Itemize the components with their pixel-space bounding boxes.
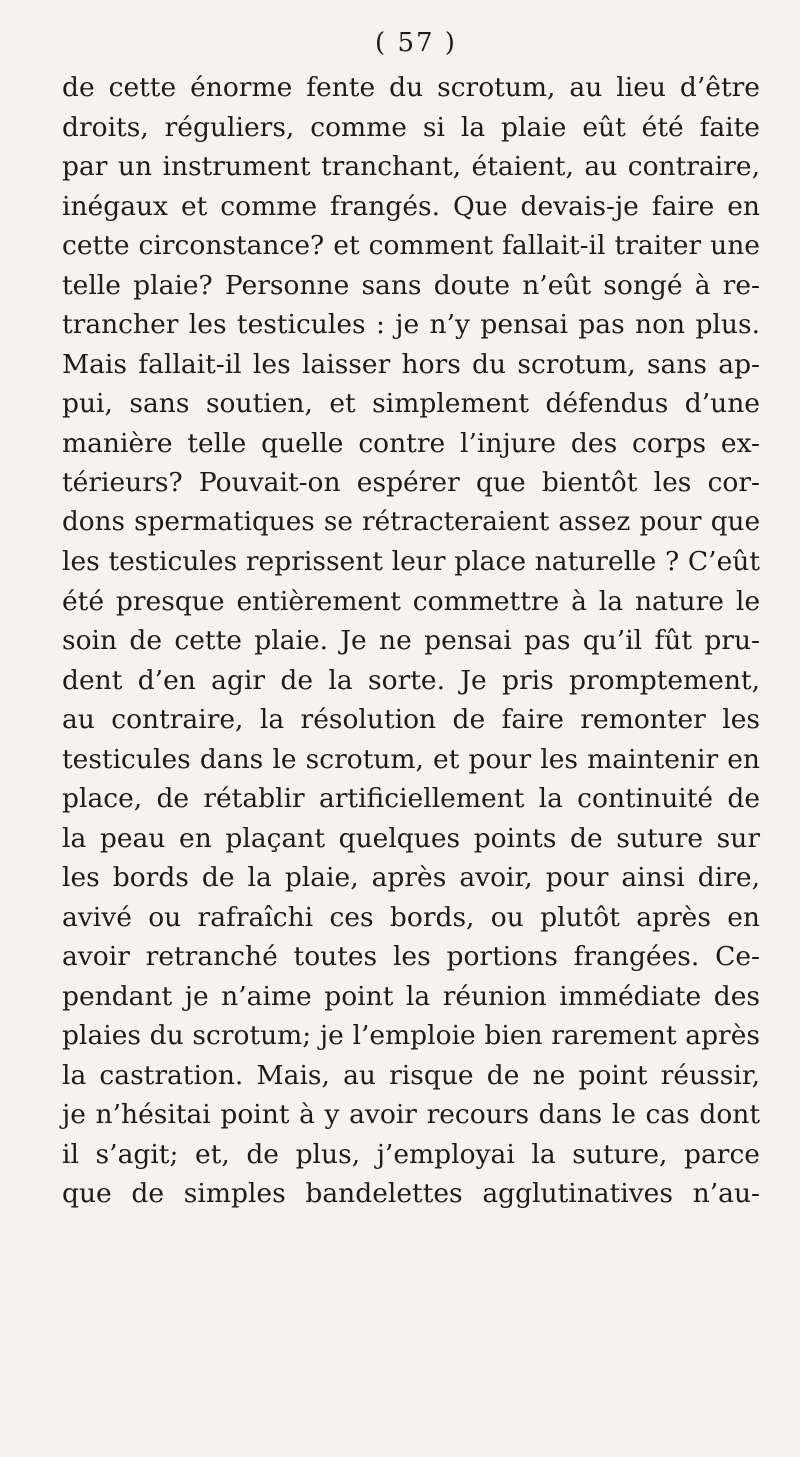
text-line: dons spermatiques se rétracteraient assez pour que: [62, 506, 760, 537]
text-line: térieurs? Pouvait-on espérer que bientôt les cor-: [62, 467, 760, 498]
text-line: avivé ou rafraîchi ces bords, ou plutôt après en: [62, 901, 760, 933]
text-line: place, de rétablir artificiellement la continuité de: [62, 783, 760, 814]
text-line: il s’agit; et, de plus, j’employai la suture, parce: [62, 1138, 760, 1170]
body-text: [62, 68, 760, 1214]
text-line: pendant je n’aime point la réunion immédiate des: [62, 980, 760, 1012]
text-line: la peau en plaçant quelques points de suture sur: [62, 822, 760, 854]
text-line: droits, réguliers, comme si la plaie eût été faite: [62, 111, 760, 143]
text-line: cette circonstance? et comment fallait-il traiter une: [62, 230, 760, 261]
text-line: inégaux et comme frangés. Que devais-je faire en: [62, 190, 760, 222]
text-line: soin de cette plaie. Je ne pensai pas qu’il fût pru-: [62, 625, 760, 656]
text-line: de cette énorme fente du scrotum, au lieu d’être: [62, 72, 760, 103]
page-number: ( 57 ): [375, 28, 457, 58]
text-line: plaies du scrotum; je l’emploie bien rarement après: [62, 1020, 760, 1051]
text-line: été presque entièrement commettre à la nature le: [62, 585, 760, 617]
text-line: testicules dans le scrotum, et pour les maintenir en: [62, 743, 760, 775]
text-line: Mais fallait-il les laisser hors du scrotum, sans ap-: [62, 348, 760, 380]
text-line: pui, sans soutien, et simplement défendus d’une: [62, 388, 760, 419]
text-line: manière telle quelle contre l’injure des corps ex-: [62, 427, 760, 459]
text-line: que de simples bandelettes agglutinatives n’au-: [62, 1178, 760, 1209]
text-line: dent d’en agir de la sorte. Je pris promptement,: [62, 664, 760, 696]
text-line: la castration. Mais, au risque de ne point réussir,: [62, 1059, 760, 1091]
text-line: par un instrument tranchant, étaient, au contraire,: [62, 151, 760, 182]
text-line: les bords de la plaie, après avoir, pour ainsi dire,: [62, 862, 760, 893]
text-line: avoir retranché toutes les portions frangées. Ce-: [62, 941, 760, 972]
text-line: au contraire, la résolution de faire remonter les: [62, 704, 760, 735]
text-line: telle plaie? Personne sans doute n’eût songé à re-: [62, 269, 760, 301]
text-line: je n’hésitai point à y avoir recours dans le cas dont: [62, 1099, 760, 1130]
text-line: les testicules reprissent leur place naturelle ? C’eût: [62, 546, 760, 577]
text-line: trancher les testicules : je n’y pensai pas non plus.: [62, 309, 760, 340]
